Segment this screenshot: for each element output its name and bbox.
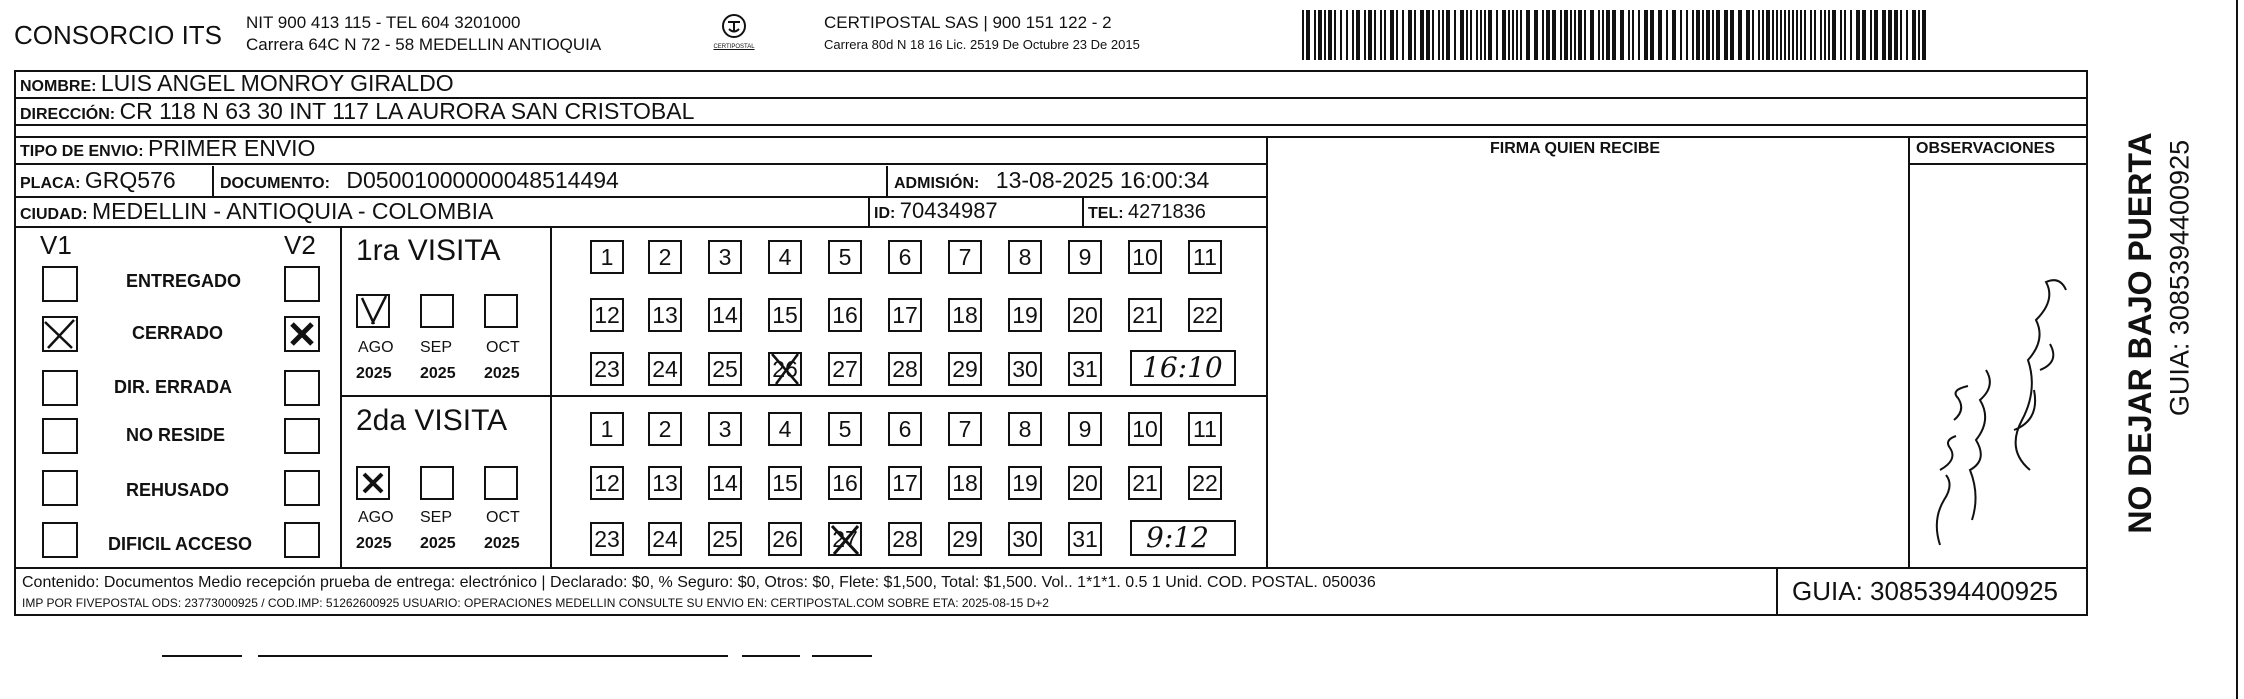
- admision-label: ADMISIÓN:: [894, 175, 980, 192]
- company-info-1: NIT 900 413 115 - TEL 604 3201000: [246, 13, 521, 32]
- barcode-bar: [1584, 10, 1586, 60]
- barcode-bar: [1534, 10, 1538, 60]
- visit-2-month-sep: SEP: [420, 509, 453, 526]
- barcode-bar: [1324, 10, 1326, 60]
- barcode-bar: [1686, 10, 1688, 60]
- barcode-bar: [1758, 10, 1760, 60]
- barcode-bar: [1644, 10, 1648, 60]
- barcode-bar: [1384, 10, 1386, 60]
- visit-1-day[interactable]: 10: [1128, 240, 1162, 274]
- barcode-bar: [1516, 10, 1518, 60]
- barcode-bar: [1484, 10, 1486, 60]
- nombre-row: [20, 72, 454, 95]
- visit-1-day[interactable]: 27: [828, 352, 862, 386]
- visit-2-day[interactable]: 14: [708, 466, 742, 500]
- documento-label: DOCUMENTO:: [220, 175, 330, 192]
- visit-1-day[interactable]: 21: [1128, 298, 1162, 332]
- barcode-bar: [1446, 10, 1450, 60]
- barcode-bar: [1480, 10, 1482, 60]
- footer-imp: IMP POR FIVEPOSTAL ODS: 23773000925 / COD.IMP: 51262600925 USUARIO: OPERACIONES MEDELLIN CONSULTE SU ENVIO EN: CERTIPOSTAL.COM SOBRE ETA: 2025-08-15 D+2: [22, 596, 1049, 610]
- barcode-bar: [1570, 10, 1572, 60]
- v2-cerrado-checkbox[interactable]: [284, 316, 320, 352]
- nombre-label: NOMBRE:: [20, 78, 97, 95]
- visit-2-day[interactable]: 7: [948, 412, 982, 446]
- barcode-bar: [1870, 10, 1872, 60]
- visit-1-day[interactable]: 5: [828, 240, 862, 274]
- barcode-bar: [1702, 10, 1704, 60]
- visit-1-month-ago-checkbox[interactable]: [356, 294, 390, 328]
- side-guia: GUIA: 3085394400925: [2164, 139, 2195, 417]
- barcode-bar: [1766, 10, 1770, 60]
- visit-2-day[interactable]: 9: [1068, 412, 1102, 446]
- visit-1-day[interactable]: 1: [590, 240, 624, 274]
- visit-1-day[interactable]: 18: [948, 298, 982, 332]
- barcode-bar: [1918, 10, 1920, 60]
- carrier-line-2: Carrera 80d N 18 16 Lic. 2519 De Octubre 23 De 2015: [824, 37, 1140, 52]
- visit-1-day[interactable]: 9: [1068, 240, 1102, 274]
- barcode-bar: [1730, 10, 1734, 60]
- barcode-bar: [1776, 10, 1778, 60]
- certipostal-logo: [708, 12, 760, 56]
- barcode-bar: [1574, 10, 1576, 60]
- v2-dificil-acceso-checkbox[interactable]: [284, 522, 320, 558]
- visit-1-day[interactable]: 31: [1068, 352, 1102, 386]
- barcode-bar: [1460, 10, 1464, 60]
- visit-2-day[interactable]: 4: [768, 412, 802, 446]
- v1-no-reside-checkbox[interactable]: [42, 418, 78, 454]
- barcode-bar: [1512, 10, 1514, 60]
- barcode-bar: [1368, 10, 1372, 60]
- visit-1-day[interactable]: 24: [648, 352, 682, 386]
- visit-2-month-ago-checkbox[interactable]: [356, 466, 390, 500]
- visit-2-day[interactable]: 18: [948, 466, 982, 500]
- visit-1-day[interactable]: 16: [828, 298, 862, 332]
- visit-2-year-ago: 2025: [356, 535, 392, 552]
- check-x-icon: [356, 466, 390, 500]
- visit-1-title: 1ra VISITA: [356, 234, 501, 267]
- visit-2-time: 9:12: [1146, 521, 1209, 554]
- visit-1-day[interactable]: 7: [948, 240, 982, 274]
- visit-1-day[interactable]: 2: [648, 240, 682, 274]
- barcode-bar: [1414, 10, 1416, 60]
- barcode-bar: [1426, 10, 1430, 60]
- barcode-bar: [1716, 10, 1720, 60]
- barcode-bar: [1542, 10, 1544, 60]
- placa-value: GRQ576: [84, 167, 176, 193]
- visit-1-day[interactable]: 3: [708, 240, 742, 274]
- carrier-line-1: CERTIPOSTAL SAS | 900 151 122 - 2: [824, 13, 1112, 32]
- visit-1-day[interactable]: 17: [888, 298, 922, 332]
- barcode-bar: [1840, 10, 1842, 60]
- barcode-bar: [1810, 10, 1812, 60]
- barcode-bar: [1598, 10, 1600, 60]
- barcode-bar: [1420, 10, 1424, 60]
- barcode-bar: [1612, 10, 1616, 60]
- barcode-bar: [1680, 10, 1682, 60]
- visit-1-month-ago: AGO: [358, 339, 394, 356]
- status-rehusado: REHUSADO: [126, 480, 230, 500]
- barcode-bar: [1746, 10, 1750, 60]
- barcode-bar: [1856, 10, 1860, 60]
- documento-value: D05001000000048514494: [346, 167, 619, 193]
- barcode-bar: [1912, 10, 1916, 60]
- barcode-bar: [1692, 10, 1694, 60]
- barcode-bar: [1408, 10, 1412, 60]
- visit-2-day[interactable]: 22: [1188, 466, 1222, 500]
- visit-2-day[interactable]: 20: [1068, 466, 1102, 500]
- visit-2-day[interactable]: 24: [648, 522, 682, 556]
- visit-1-year-oct: 2025: [484, 365, 520, 382]
- barcode-bar: [1658, 10, 1662, 60]
- visit-2-year-oct: 2025: [484, 535, 520, 552]
- visit-1-day[interactable]: 14: [708, 298, 742, 332]
- barcode-bar: [1832, 10, 1836, 60]
- barcode-bar: [1502, 10, 1506, 60]
- day-cross-icon: [826, 520, 864, 558]
- visit-1-day[interactable]: 28: [888, 352, 922, 386]
- visit-2-day[interactable]: 10: [1128, 412, 1162, 446]
- barcode-bar: [1824, 10, 1826, 60]
- barcode-bar: [1402, 10, 1404, 60]
- company-name: CONSORCIO ITS: [14, 20, 223, 50]
- barcode-bar: [1906, 10, 1908, 60]
- barcode-bar: [1520, 10, 1522, 60]
- barcode-bar: [1666, 10, 1668, 60]
- barcode-bar: [1800, 10, 1802, 60]
- visit-2-day[interactable]: 17: [888, 466, 922, 500]
- barcode-bar: [1314, 10, 1316, 60]
- barcode-bar: [1454, 10, 1456, 60]
- barcode-bar: [1606, 10, 1610, 60]
- tel-label: TEL:: [1088, 205, 1124, 222]
- barcode-bar: [1712, 10, 1714, 60]
- status-entregado: ENTREGADO: [126, 271, 242, 291]
- visit-2-day[interactable]: 25: [708, 522, 742, 556]
- day-cross-icon: [768, 350, 804, 388]
- visit-2-day[interactable]: 19: [1008, 466, 1042, 500]
- barcode-bar: [1466, 10, 1468, 60]
- visit-2-year-sep: 2025: [420, 535, 456, 552]
- barcode-bar: [1564, 10, 1568, 60]
- tipo-value: PRIMER ENVIO: [148, 135, 316, 161]
- barcode-bar: [1306, 10, 1310, 60]
- status-dificil-acceso: DIFICIL ACCESO: [108, 534, 253, 554]
- barcode-bar: [1632, 10, 1634, 60]
- footer-contenido: Contenido: Documentos Medio recepción prueba de entrega: electrónico | Declarado: $0, % Seguro: $0, Otros: $0, Flete: $1,500, Total: $1,500. Vol.. 1*1*1. 0.5 1 Unid. COD. POSTAL. 050036: [22, 574, 1376, 591]
- barcode-bar: [1438, 10, 1440, 60]
- v2-dir-errada-checkbox[interactable]: [284, 370, 320, 406]
- barcode-bar: [1364, 10, 1366, 60]
- ciudad-label: CIUDAD:: [20, 206, 88, 223]
- visit-1-day[interactable]: 22: [1188, 298, 1222, 332]
- check-x-icon: [284, 316, 320, 352]
- v2-no-reside-checkbox[interactable]: [284, 418, 320, 454]
- id-label: ID:: [874, 205, 896, 222]
- side-no-dejar: NO DEJAR BAJO PUERTA: [2122, 132, 2158, 534]
- barcode-bar: [1862, 10, 1866, 60]
- visit-2-day[interactable]: 31: [1068, 522, 1102, 556]
- visit-2-month-ago: AGO: [358, 509, 394, 526]
- barcode-bar: [1788, 10, 1790, 60]
- barcode-bar: [1352, 10, 1354, 60]
- barcode-bar: [1814, 10, 1816, 60]
- barcode-bar: [1792, 10, 1794, 60]
- tel-row: [1088, 202, 1206, 222]
- visit-2-day[interactable]: 5: [828, 412, 862, 446]
- v1-dir-errada-checkbox[interactable]: [42, 370, 78, 406]
- barcode-bar: [1888, 10, 1892, 60]
- barcode-bar: [1602, 10, 1604, 60]
- barcode-bar: [1784, 10, 1786, 60]
- v1-dificil-acceso-checkbox[interactable]: [42, 522, 78, 558]
- barcode-bar: [1724, 10, 1728, 60]
- direccion-label: DIRECCIÓN:: [20, 106, 116, 123]
- tipo-row: [20, 137, 315, 160]
- visit-2-day[interactable]: 26: [768, 522, 802, 556]
- visit-1-time: 16:10: [1142, 351, 1223, 384]
- barcode-bar: [1850, 10, 1852, 60]
- visit-1-day[interactable]: 6: [888, 240, 922, 274]
- firma-label: FIRMA QUIEN RECIBE: [1490, 140, 1661, 157]
- barcode-bar: [1828, 10, 1830, 60]
- barcode-bar: [1650, 10, 1654, 60]
- barcode-bar: [1560, 10, 1562, 60]
- tel-value: 4271836: [1128, 201, 1206, 223]
- ciudad-row: [20, 200, 493, 223]
- direccion-row: [20, 100, 694, 123]
- nombre-value: LUIS ANGEL MONROY GIRALDO: [100, 70, 454, 96]
- visit-1-month-oct-checkbox[interactable]: [484, 294, 518, 328]
- barcode-bar: [1488, 10, 1492, 60]
- id-value: 70434987: [899, 198, 998, 223]
- status-dir-errada: DIR. ERRADA: [114, 377, 233, 397]
- barcode-bar: [1882, 10, 1886, 60]
- tipo-label: TIPO DE ENVIO:: [20, 143, 144, 160]
- visit-2-day[interactable]: 30: [1008, 522, 1042, 556]
- barcode-bar: [1922, 10, 1926, 60]
- barcode-bar: [1546, 10, 1550, 60]
- barcode-bar: [1396, 10, 1398, 60]
- visit-1-day[interactable]: 19: [1008, 298, 1042, 332]
- visit-2-day[interactable]: 8: [1008, 412, 1042, 446]
- visit-2-time-box[interactable]: [1130, 520, 1236, 556]
- barcode-bar: [1496, 10, 1498, 60]
- barcode-bar: [1780, 10, 1782, 60]
- barcode-bar: [1844, 10, 1846, 60]
- logo-caption: CERTIPOSTAL: [713, 44, 755, 50]
- barcode-bar: [1390, 10, 1394, 60]
- barcode-bar: [1590, 10, 1594, 60]
- visit-1-day[interactable]: 11: [1188, 240, 1222, 274]
- visit-2-month-sep-checkbox[interactable]: [420, 466, 454, 500]
- v2-entregado-checkbox[interactable]: [284, 266, 320, 302]
- placa-row: [20, 169, 176, 192]
- barcode-bar: [1508, 10, 1510, 60]
- visit-2-day[interactable]: 12: [590, 466, 624, 500]
- direccion-value: CR 118 N 63 30 INT 117 LA AURORA SAN CRISTOBAL: [119, 98, 695, 124]
- visit-2-day-marked[interactable]: 27: [828, 522, 862, 556]
- visit-2-day[interactable]: 13: [648, 466, 682, 500]
- visit-2-day[interactable]: 11: [1188, 412, 1222, 446]
- visit-2-title: 2da VISITA: [356, 404, 508, 437]
- barcode-bar: [1820, 10, 1822, 60]
- status-cerrado: CERRADO: [132, 323, 224, 343]
- handwritten-signature: [1910, 270, 2090, 560]
- admision-row: [894, 169, 1209, 192]
- barcode-bar: [1340, 10, 1342, 60]
- barcode-bar: [1552, 10, 1556, 60]
- barcode-bar: [1318, 10, 1322, 60]
- visit-2-month-oct-checkbox[interactable]: [484, 466, 518, 500]
- barcode-bar: [1380, 10, 1382, 60]
- visit-2-day[interactable]: 21: [1128, 466, 1162, 500]
- barcode-bar: [1772, 10, 1774, 60]
- barcode-bar: [1706, 10, 1710, 60]
- id-row: [874, 200, 998, 222]
- barcode-bar: [1738, 10, 1742, 60]
- observaciones-label: OBSERVACIONES: [1916, 140, 2055, 157]
- barcode-bar: [1334, 10, 1336, 60]
- visit-1-day[interactable]: 30: [1008, 352, 1042, 386]
- check-x-icon: [356, 294, 390, 328]
- visit-2-day[interactable]: 15: [768, 466, 802, 500]
- barcode-bar: [1578, 10, 1582, 60]
- company-info-2: Carrera 64C N 72 - 58 MEDELLIN ANTIOQUIA: [246, 35, 602, 54]
- visit-2-day[interactable]: 2: [648, 412, 682, 446]
- barcode-bar: [1628, 10, 1630, 60]
- visit-2-day[interactable]: 3: [708, 412, 742, 446]
- barcode-bar: [1470, 10, 1472, 60]
- barcode-bar: [1672, 10, 1676, 60]
- v2-label: V2: [284, 230, 316, 260]
- barcode-bar: [1696, 10, 1700, 60]
- barcode-bar: [1762, 10, 1764, 60]
- visit-1-time-box[interactable]: [1130, 350, 1236, 386]
- barcode-bar: [1638, 10, 1640, 60]
- visit-1-day[interactable]: 23: [590, 352, 624, 386]
- visit-1-day[interactable]: 4: [768, 240, 802, 274]
- v1-cerrado-checkbox[interactable]: [42, 316, 78, 352]
- barcode: [1302, 10, 1932, 60]
- visit-2-day[interactable]: 28: [888, 522, 922, 556]
- barcode-bar: [1302, 10, 1304, 60]
- visit-1-day-marked[interactable]: 26: [768, 352, 802, 386]
- visit-1-day[interactable]: 25: [708, 352, 742, 386]
- placa-label: PLACA:: [20, 175, 81, 192]
- barcode-bar: [1620, 10, 1624, 60]
- check-x-icon: [42, 316, 78, 352]
- visit-1-month-sep-checkbox[interactable]: [420, 294, 454, 328]
- visit-1-month-sep: SEP: [420, 339, 453, 356]
- visit-1-day[interactable]: 20: [1068, 298, 1102, 332]
- barcode-bar: [1442, 10, 1444, 60]
- barcode-bar: [1804, 10, 1806, 60]
- barcode-bar: [1526, 10, 1530, 60]
- v2-rehusado-checkbox[interactable]: [284, 470, 320, 506]
- barcode-bar: [1328, 10, 1332, 60]
- barcode-bar: [1894, 10, 1898, 60]
- visit-2-day[interactable]: 16: [828, 466, 862, 500]
- visit-2-day[interactable]: 1: [590, 412, 624, 446]
- barcode-bar: [1374, 10, 1376, 60]
- barcode-bar: [1432, 10, 1434, 60]
- visit-1-day[interactable]: 13: [648, 298, 682, 332]
- barcode-bar: [1476, 10, 1478, 60]
- visit-1-day[interactable]: 12: [590, 298, 624, 332]
- visit-1-year-ago: 2025: [356, 365, 392, 382]
- visit-1-month-oct: OCT: [486, 339, 520, 356]
- footer-guia: GUIA: 3085394400925: [1792, 576, 2058, 606]
- documento-row: [220, 169, 619, 192]
- visit-1-day[interactable]: 29: [948, 352, 982, 386]
- visit-2-day[interactable]: 29: [948, 522, 982, 556]
- visit-2-month-oct: OCT: [486, 509, 520, 526]
- barcode-bar: [1796, 10, 1798, 60]
- status-no-reside: NO RESIDE: [126, 425, 226, 445]
- barcode-bar: [1900, 10, 1902, 60]
- visit-1-day[interactable]: 8: [1008, 240, 1042, 274]
- barcode-bar: [1874, 10, 1878, 60]
- barcode-bar: [1346, 10, 1348, 60]
- barcode-bar: [1752, 10, 1754, 60]
- barcode-bar: [1356, 10, 1360, 60]
- main-frame: [14, 70, 2088, 616]
- v1-entregado-checkbox[interactable]: [42, 266, 78, 302]
- v1-label: V1: [40, 230, 72, 260]
- admision-value: 13-08-2025 16:00:34: [995, 167, 1210, 193]
- visit-1-day[interactable]: 15: [768, 298, 802, 332]
- visit-2-day[interactable]: 6: [888, 412, 922, 446]
- visit-1-year-sep: 2025: [420, 365, 456, 382]
- ciudad-value: MEDELLIN - ANTIOQUIA - COLOMBIA: [92, 198, 494, 224]
- visit-2-day[interactable]: 23: [590, 522, 624, 556]
- v1-rehusado-checkbox[interactable]: [42, 470, 78, 506]
